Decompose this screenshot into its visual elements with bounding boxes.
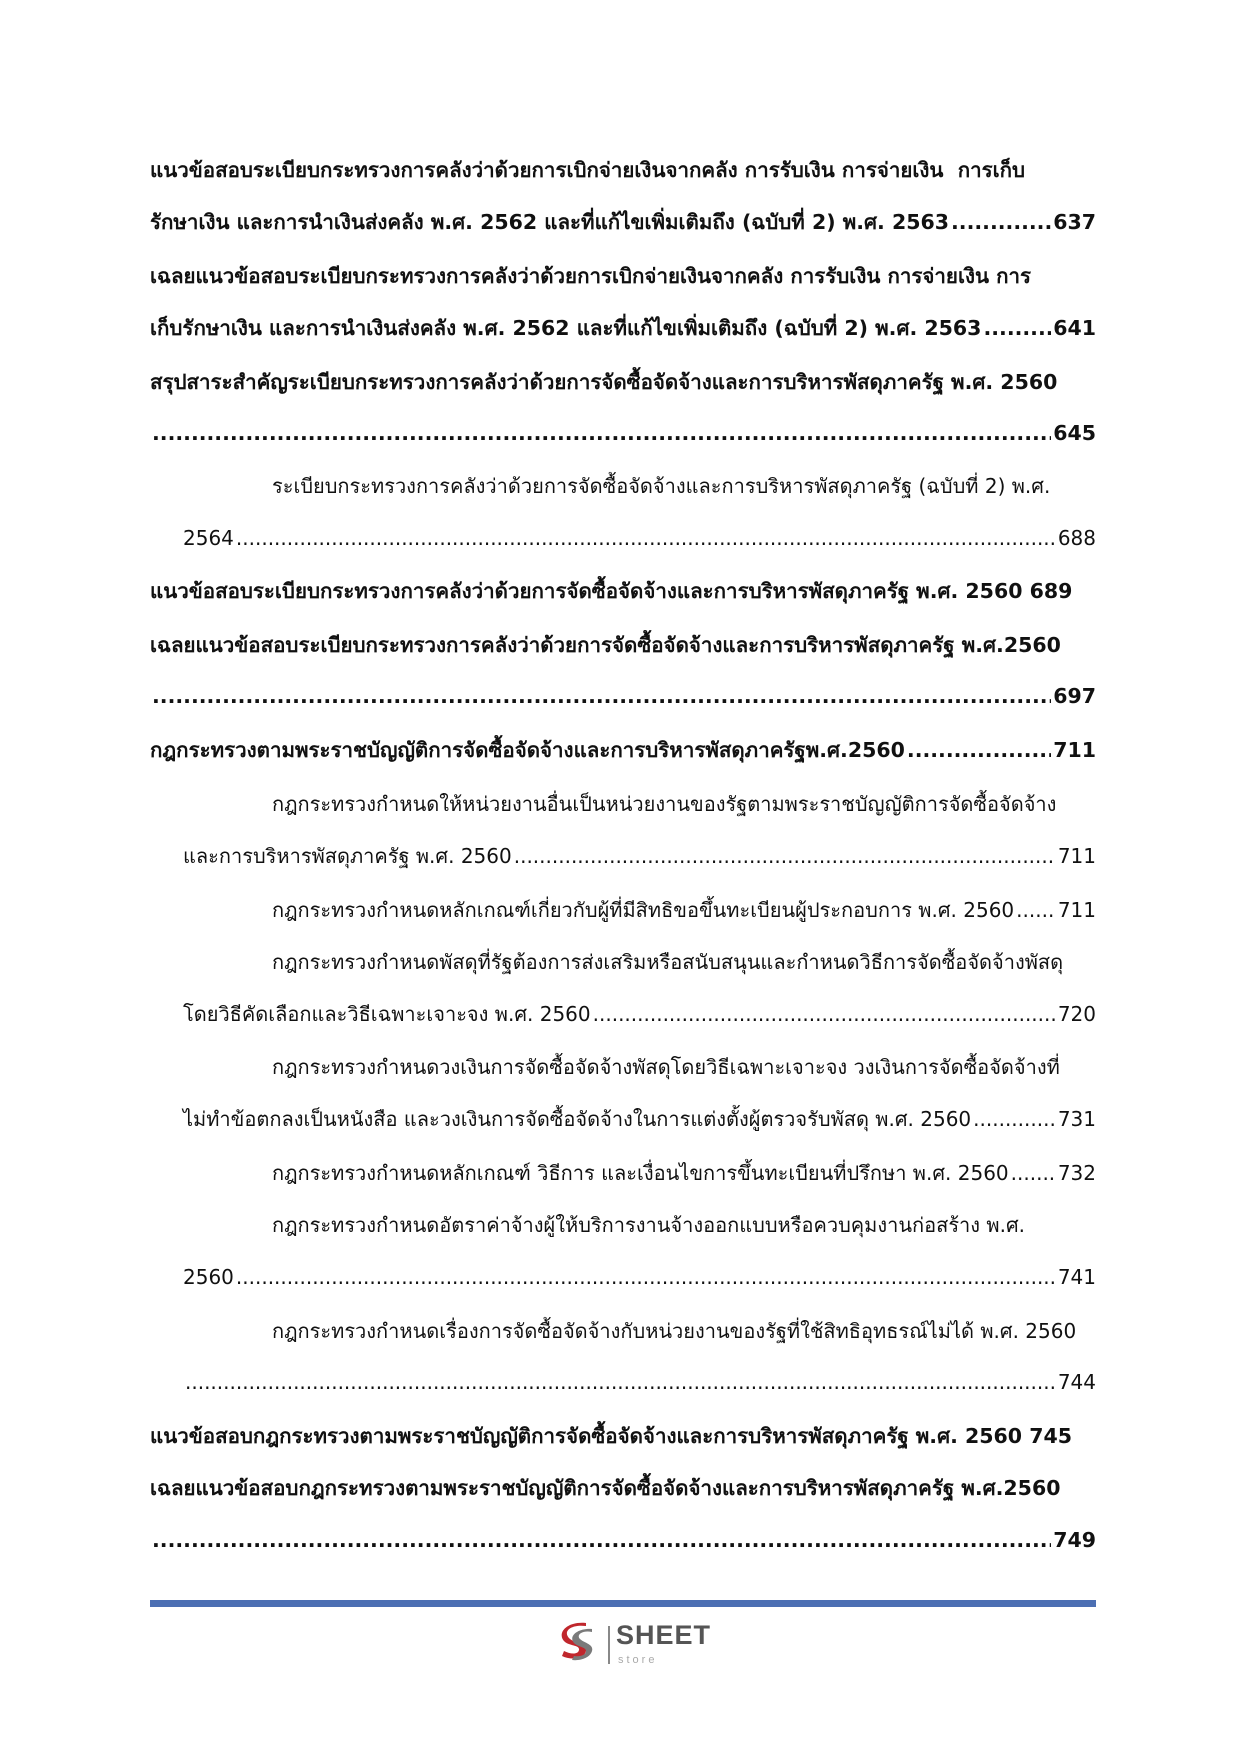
dot-leader	[236, 1255, 1056, 1299]
toc-entry	[150, 254, 1096, 298]
toc-entry-text: ระเบียบกระทรวงการคลังว่าด้วยการจัดซื้อจัดจ้างและการบริหารพัสดุภาครัฐ (ฉบับที่ 2) พ.ศ.	[272, 474, 1051, 498]
logo-subtext: store	[618, 1654, 658, 1666]
toc-entry-text: กฎกระทรวงกำหนดอัตราค่าจ้างผู้ให้บริการงานจ้างออกแบบหรือควบคุมงานก่อสร้าง พ.ศ.	[272, 1213, 1026, 1237]
toc-entry	[150, 782, 1096, 826]
toc-entry-text: 2564	[183, 526, 234, 550]
logo-divider	[608, 1626, 610, 1664]
dot-leader	[514, 834, 1056, 878]
toc-entry	[150, 360, 1096, 404]
toc-entry-text: สรุปสาระสำคัญระเบียบกระทรวงการคลังว่าด้วยการจัดซื้อจัดจ้างและการบริหารพัสดุภาครัฐ พ.ศ. 2560	[150, 370, 1058, 394]
toc-entry	[150, 1466, 1096, 1510]
toc-entry	[150, 1203, 1096, 1247]
dot-leader	[152, 411, 1051, 455]
toc-page-number: 688	[1057, 526, 1096, 550]
toc-page-number: 741	[1057, 1265, 1096, 1289]
toc-entry	[150, 834, 1096, 878]
toc-page-number: 720	[1057, 1002, 1096, 1026]
toc-entry-text: เก็บรักษาเงิน และการนำเงินส่งคลัง พ.ศ. 2562 และที่แก้ไขเพิ่มเติมถึง (ฉบับที่ 2) พ.ศ. 2563	[150, 316, 982, 340]
toc-page-number: 711	[1057, 898, 1096, 922]
toc-entry	[150, 1414, 1096, 1458]
toc-page-number: 749	[1053, 1528, 1096, 1552]
toc-entry-text: เฉลยแนวข้อสอบระเบียบกระทรวงการคลังว่าด้วยการจัดซื้อจัดจ้างและการบริหารพัสดุภาครัฐ พ.ศ.2560	[150, 633, 1061, 657]
toc-entry	[150, 623, 1096, 667]
dot-leader	[593, 992, 1056, 1036]
dot-leader	[152, 674, 1051, 718]
toc-entry-text: กฎกระทรวงกำหนดหลักเกณฑ์เกี่ยวกับผู้ที่มีสิทธิขอขึ้นทะเบียนผู้ประกอบการ พ.ศ. 2560	[272, 898, 1015, 922]
dot-leader	[152, 1518, 1051, 1562]
toc-page-number: 732	[1057, 1161, 1096, 1185]
toc-entry-text: แนวข้อสอบระเบียบกระทรวงการคลังว่าด้วยการจัดซื้อจัดจ้างและการบริหารพัสดุภาครัฐ พ.ศ. 2560 689	[150, 579, 1073, 603]
toc-entry-text: แนวข้อสอบกฎกระทรวงตามพระราชบัญญัติการจัดซื้อจัดจ้างและการบริหารพัสดุภาครัฐ พ.ศ. 2560 745	[150, 1424, 1072, 1448]
toc-entry	[150, 1360, 1096, 1404]
toc-entry-text: กฎกระทรวงตามพระราชบัญญัติการจัดซื้อจัดจ้างและการบริหารพัสดุภาครัฐพ.ศ.2560	[150, 738, 905, 762]
dot-leader	[951, 200, 1051, 244]
toc-entry-text: ไม่ทำข้อตกลงเป็นหนังสือ และวงเงินการจัดซื้อจัดจ้างในการแต่งตั้งผู้ตรวจรับพัสดุ พ.ศ. 2560	[183, 1107, 972, 1131]
toc-entry-text: รักษาเงิน และการนำเงินส่งคลัง พ.ศ. 2562 และที่แก้ไขเพิ่มเติมถึง (ฉบับที่ 2) พ.ศ. 2563	[150, 210, 950, 234]
toc-entry	[150, 1097, 1096, 1141]
dot-leader	[185, 1360, 1056, 1404]
toc-entry	[150, 992, 1096, 1036]
toc-entry	[150, 200, 1096, 244]
toc-entry	[150, 888, 1096, 932]
toc-entry	[150, 569, 1096, 613]
toc-entry	[150, 516, 1096, 560]
logo-wordmark: SHEET	[616, 1620, 712, 1650]
toc-page-number: 641	[1053, 316, 1096, 340]
dot-leader	[236, 516, 1056, 560]
toc-entry-text: และการบริหารพัสดุภาครัฐ พ.ศ. 2560	[183, 844, 512, 868]
toc-entry-text: แนวข้อสอบระเบียบกระทรวงการคลังว่าด้วยการเบิกจ่ายเงินจากคลัง การรับเงิน การจ่ายเงิน การเก็บ	[150, 158, 1026, 182]
toc-entry-text: กฎกระทรวงกำหนดพัสดุที่รัฐต้องการส่งเสริมหรือสนับสนุนและกำหนดวิธีการจัดซื้อจัดจ้างพัสดุ	[272, 950, 1064, 974]
toc-entry-text: กฎกระทรวงกำหนดวงเงินการจัดซื้อจัดจ้างพัสดุโดยวิธีเฉพาะเจาะจง วงเงินการจัดซื้อจัดจ้างที่	[272, 1055, 1060, 1079]
toc-entry-text: เฉลยแนวข้อสอบระเบียบกระทรวงการคลังว่าด้วยการเบิกจ่ายเงินจากคลัง การรับเงิน การจ่ายเงิน การ	[150, 264, 1032, 288]
footer-divider-bar	[150, 1600, 1096, 1607]
toc-entry	[150, 1309, 1096, 1353]
toc-entry	[150, 940, 1096, 984]
toc-entry	[150, 1518, 1096, 1562]
toc-page-number: 697	[1053, 684, 1096, 708]
toc-entry-text: 2560	[183, 1265, 234, 1289]
dot-leader	[983, 306, 1051, 350]
toc-entry	[150, 728, 1096, 772]
toc-page-number: 645	[1053, 421, 1096, 445]
toc-entry	[150, 411, 1096, 455]
toc-page-number: 731	[1057, 1107, 1096, 1131]
toc-entry	[150, 1151, 1096, 1195]
dot-leader	[907, 728, 1051, 772]
toc-entry	[150, 674, 1096, 718]
toc-entry	[150, 1045, 1096, 1089]
toc-entry	[150, 464, 1096, 508]
toc-page-number: 744	[1057, 1370, 1096, 1394]
dot-leader	[973, 1097, 1056, 1141]
toc-page-number: 637	[1053, 210, 1096, 234]
toc-entry-text: โดยวิธีคัดเลือกและวิธีเฉพาะเจาะจง พ.ศ. 2560	[183, 1002, 591, 1026]
dot-leader	[1016, 888, 1056, 932]
toc-page-number: 711	[1057, 844, 1096, 868]
toc-entry-text: กฎกระทรวงกำหนดหลักเกณฑ์ วิธีการ และเงื่อนไขการขึ้นทะเบียนที่ปรึกษา พ.ศ. 2560	[272, 1161, 1009, 1185]
toc-page-number: 711	[1053, 738, 1096, 762]
dot-leader	[1011, 1151, 1056, 1195]
toc-entry	[150, 1255, 1096, 1299]
toc-entry-text: กฎกระทรวงกำหนดให้หน่วยงานอื่นเป็นหน่วยงานของรัฐตามพระราชบัญญัติการจัดซื้อจัดจ้าง	[272, 792, 1057, 816]
toc-entry	[150, 306, 1096, 350]
toc-entry-text: เฉลยแนวข้อสอบกฎกระทรวงตามพระราชบัญญัติการจัดซื้อจัดจ้างและการบริหารพัสดุภาครัฐ พ.ศ.2560	[150, 1476, 1061, 1500]
toc-entry-text: กฎกระทรวงกำหนดเรื่องการจัดซื้อจัดจ้างกับหน่วยงานของรัฐที่ใช้สิทธิอุทธรณ์ไม่ได้ พ.ศ. 2560	[272, 1319, 1077, 1343]
toc-entry	[150, 148, 1096, 192]
